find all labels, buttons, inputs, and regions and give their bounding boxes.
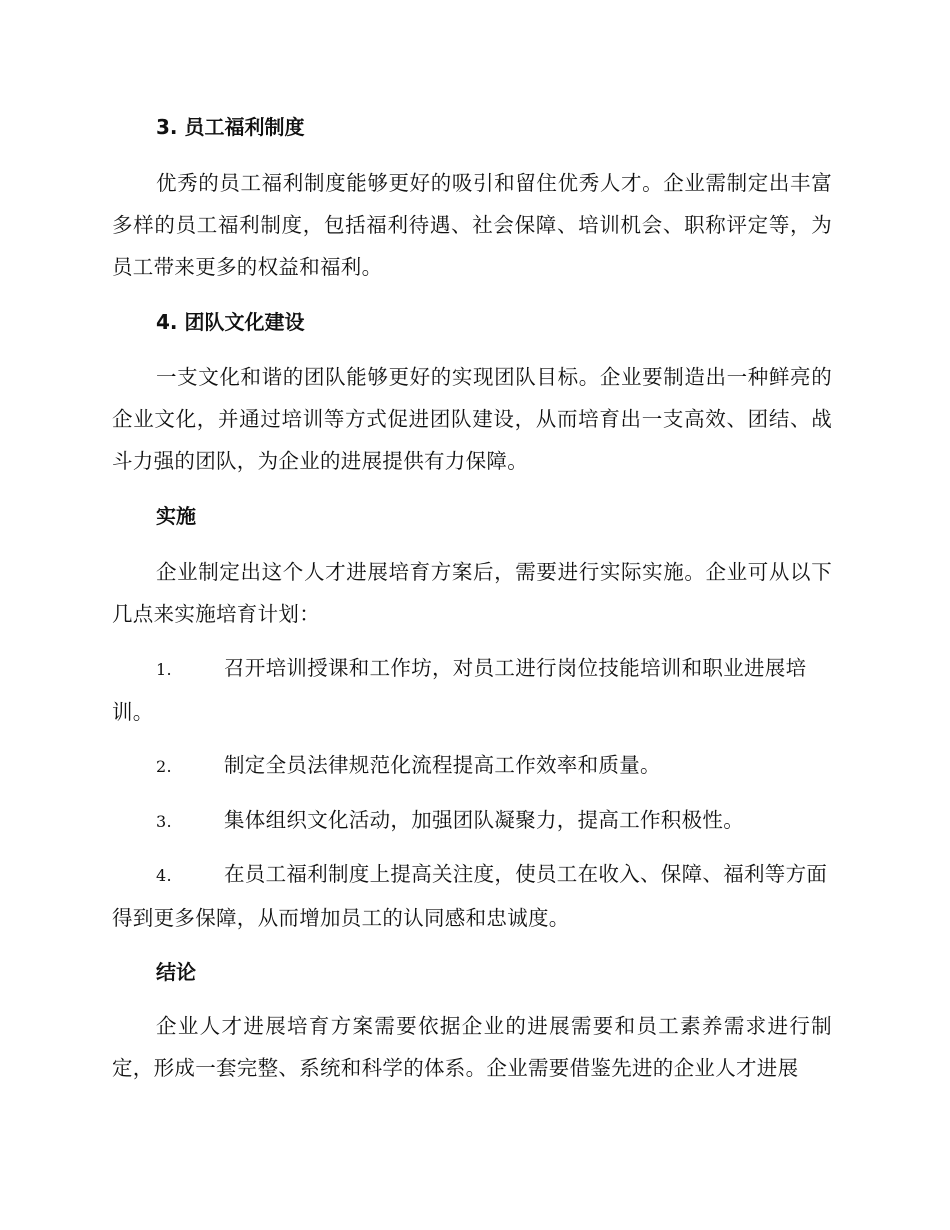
list-text: 在员工福利制度上提高关注度，使员工在收入、保障、福利等方面得到更多保障，从而增加员工的认同感和忠诚度。 xyxy=(112,862,828,930)
list-item xyxy=(112,744,832,788)
list-number: 4. xyxy=(156,866,172,885)
list-item xyxy=(112,647,832,733)
list-number: 2. xyxy=(156,757,172,776)
section-heading-welfare: 3. 员工福利制度 xyxy=(156,115,305,139)
paragraph-welfare: 优秀的员工福利制度能够更好的吸引和留住优秀人才。企业需制定出丰富多样的员工福利制度，包括福利待遇、社会保障、培训机会、职称评定等，为员工带来更多的权益和福利。 xyxy=(112,171,832,279)
list-text: 集体组织文化活动，加强团队凝聚力，提高工作积极性。 xyxy=(224,808,744,832)
paragraph-team-culture: 一支文化和谐的团队能够更好的实现团队目标。企业要制造出一种鲜亮的企业文化，并通过培训等方式促进团队建设，从而培育出一支高效、团结、战斗力强的团队，为企业的进展提供有力保障。 xyxy=(112,365,832,473)
paragraph-implementation: 企业制定出这个人才进展培育方案后，需要进行实际实施。企业可从以下几点来实施培育计划： xyxy=(112,560,832,626)
section-heading-conclusion: 结论 xyxy=(156,960,196,984)
list-item xyxy=(112,853,832,939)
list-text: 召开培训授课和工作坊，对员工进行岗位技能培训和职业进展培训。 xyxy=(112,656,807,724)
paragraph-conclusion: 企业人才进展培育方案需要依据企业的进展需要和员工素养需求进行制定，形成一套完整、系统和科学的体系。企业需要借鉴先进的企业人才进展 xyxy=(112,1014,832,1080)
section-heading-team-culture: 4. 团队文化建设 xyxy=(156,310,305,334)
list-number: 1. xyxy=(156,660,172,679)
section-heading-implementation: 实施 xyxy=(156,504,196,528)
list-text: 制定全员法律规范化流程提高工作效率和质量。 xyxy=(224,753,661,777)
list-number: 3. xyxy=(156,812,172,831)
list-item xyxy=(112,799,832,843)
